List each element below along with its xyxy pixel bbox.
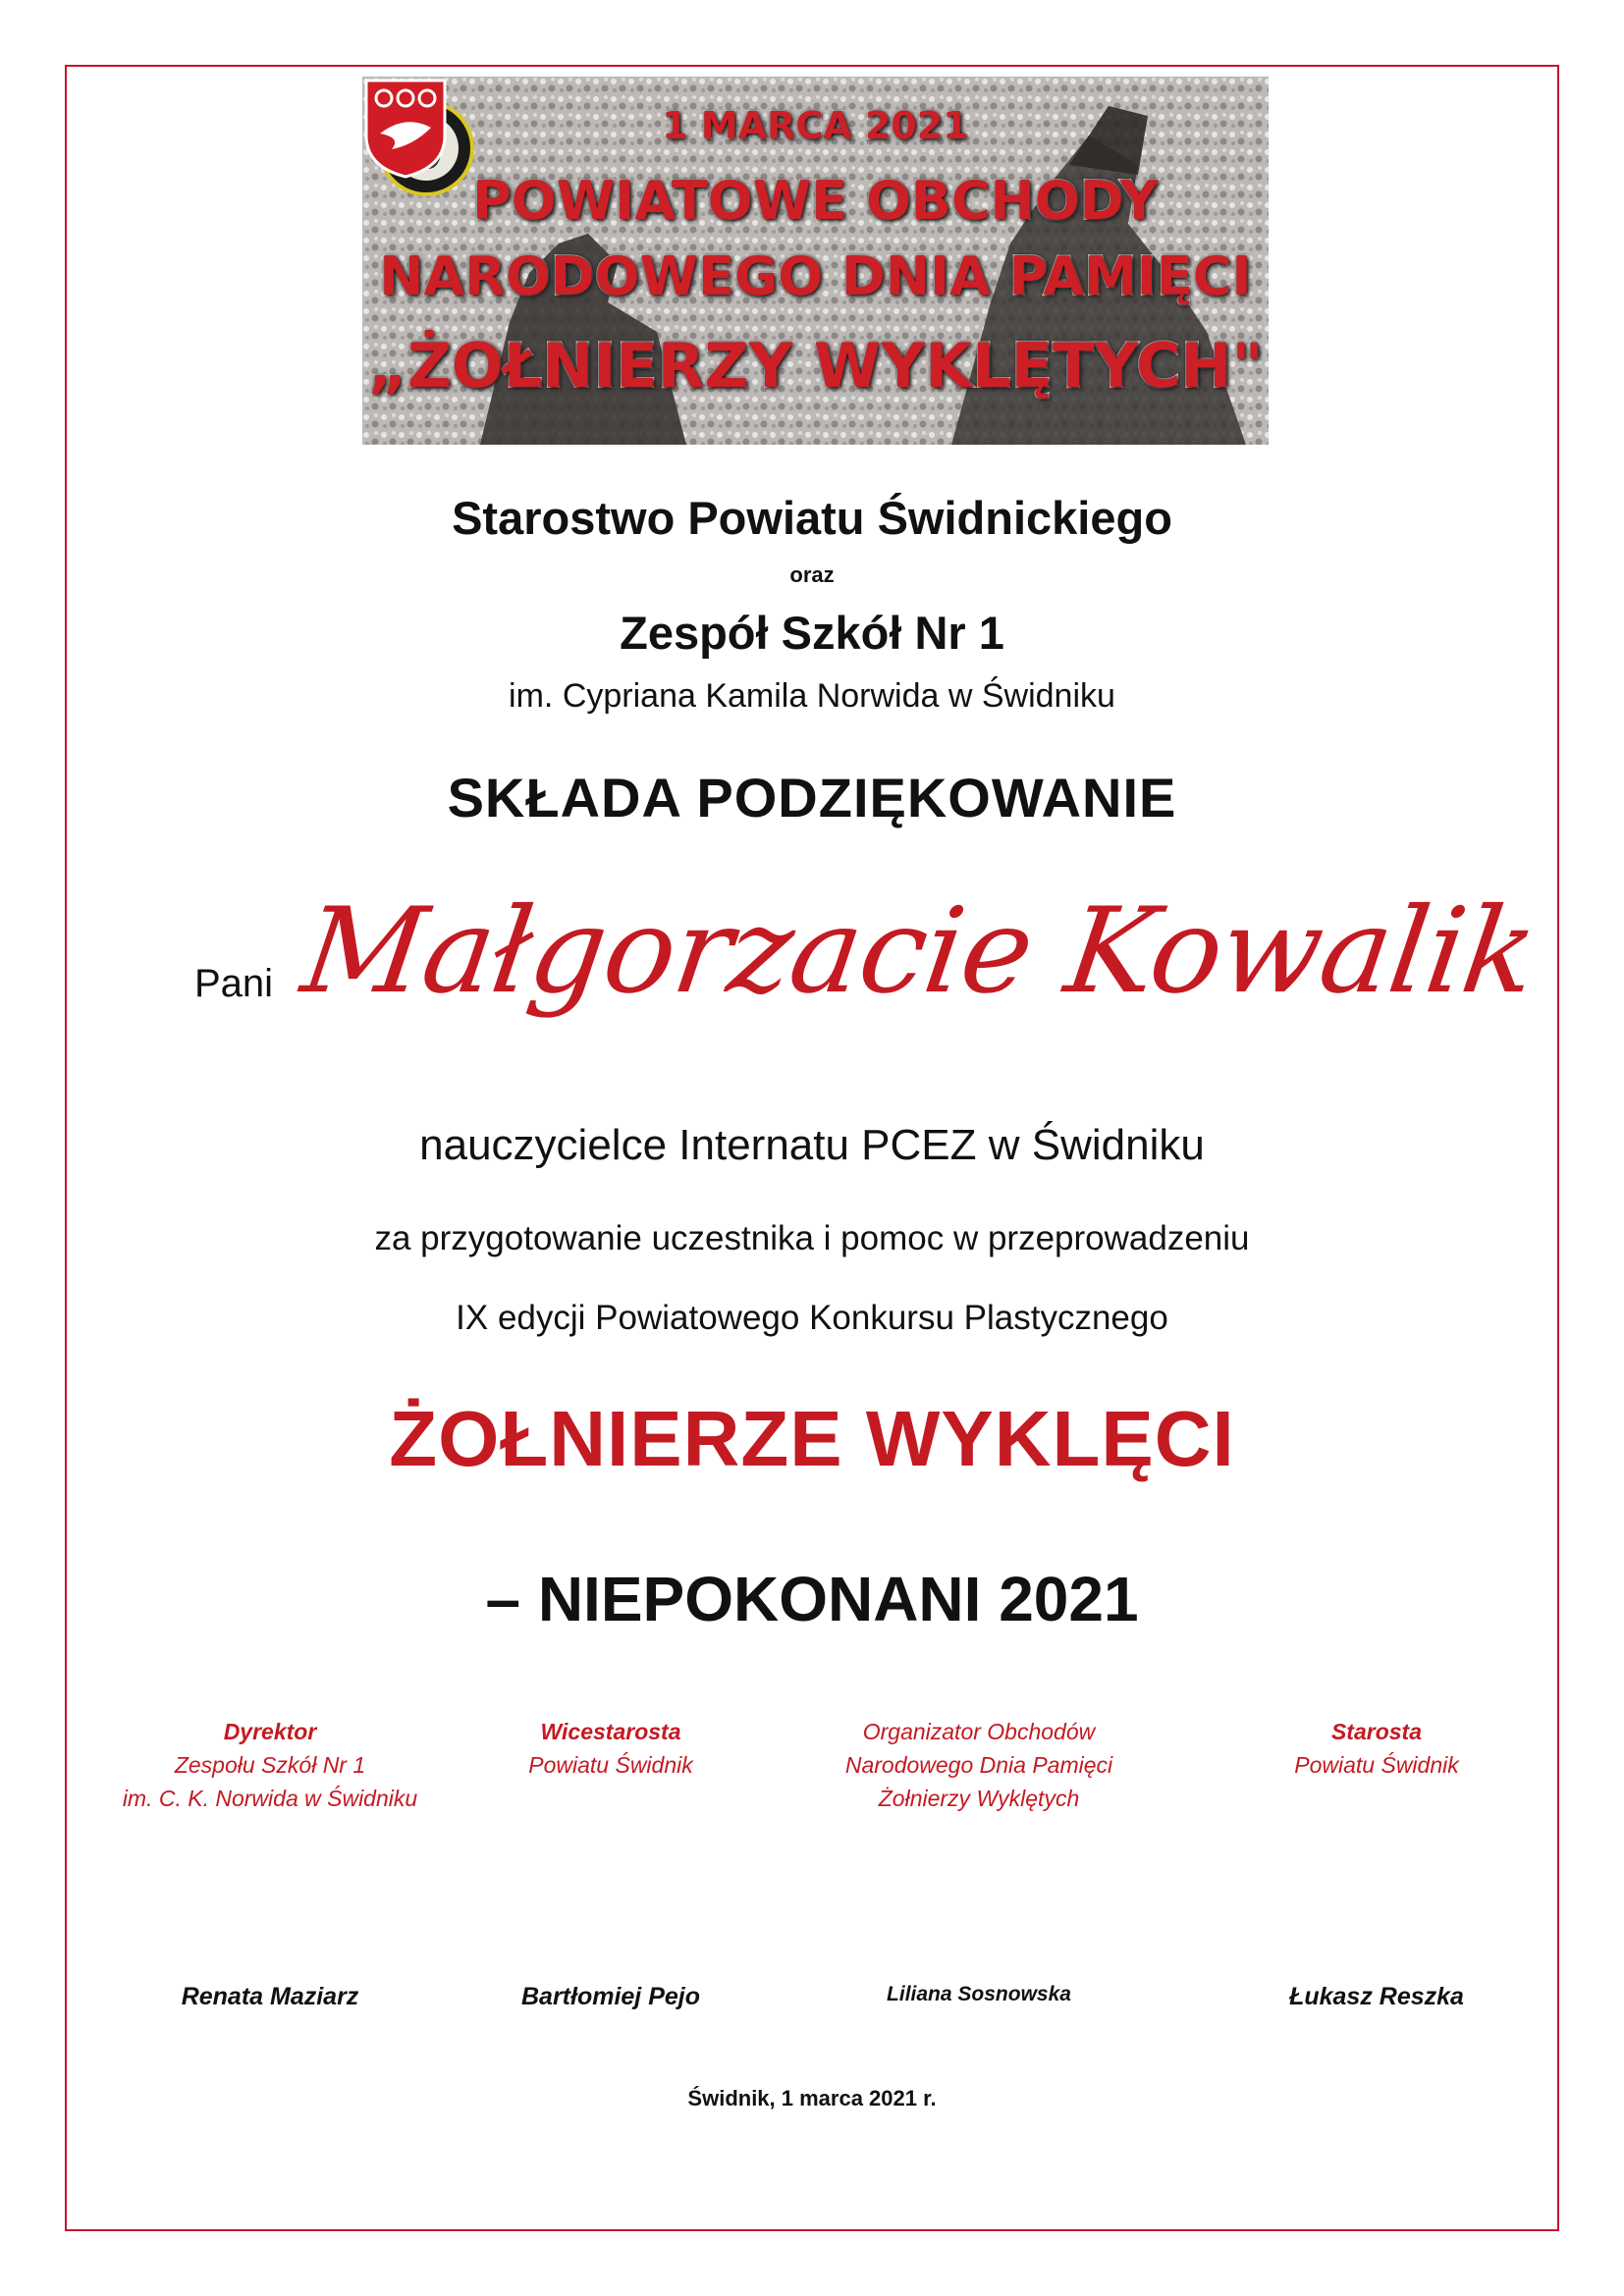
signatory-block-1 (93, 1715, 447, 1815)
place-and-date: Świdnik, 1 marca 2021 r. (687, 2086, 937, 2110)
signatory-org: Żołnierzy Wyklętych (878, 1786, 1080, 1811)
signatory-role: Dyrektor (223, 1719, 317, 1744)
recipient-role: nauczycielce Internatu PCEZ w Świdniku (419, 1121, 1205, 1169)
banner-line-4: „ŻOŁNIERZY WYKLĘTYCH" (367, 330, 1264, 401)
contest-title: ŻOŁNIERZE WYKLĘCI (389, 1395, 1235, 1482)
signatory-role: Starosta (1330, 1719, 1423, 1744)
signatory-block-3 (802, 1715, 1156, 1815)
signatory-block-4 (1200, 1715, 1553, 1782)
signatory-org: Narodowego Dnia Pamięci (844, 1752, 1113, 1778)
event-banner (362, 77, 1269, 445)
banner-line-3: NARODOWEGO DNIA PAMIĘCI (379, 245, 1252, 307)
signatory-name-3: Liliana Sosnowska (887, 1983, 1071, 2005)
banner-line-2: POWIATOWE OBCHODY (472, 170, 1159, 232)
signatory-org: Powiatu Świdnik (528, 1752, 693, 1778)
signatory-org: Powiatu Świdnik (1294, 1752, 1459, 1778)
signatory-name-4: Łukasz Reszka (1289, 1983, 1464, 2010)
salutation: Pani (194, 962, 274, 1005)
recipient-name: Małgorzacie Kowalik (295, 883, 1544, 1020)
signatory-name-1: Renata Maziarz (181, 1983, 359, 2010)
statement-heading: SKŁADA PODZIĘKOWANIE (447, 767, 1177, 828)
signatory-role: Organizator Obchodów (862, 1719, 1096, 1744)
signatory-role: Wicestarosta (540, 1719, 681, 1744)
institution-2-subtitle: im. Cypriana Kamila Norwida w Świdniku (509, 677, 1115, 715)
signatory-name-2: Bartłomiej Pejo (521, 1983, 700, 2010)
conjunction: oraz (789, 562, 835, 587)
institution-2: Zespół Szkół Nr 1 (620, 607, 1004, 659)
reason-text: za przygotowanie uczestnika i pomoc w przeprowadzeniu (374, 1219, 1250, 1257)
signatory-org: im. C. K. Norwida w Świdniku (122, 1786, 418, 1811)
contest-text: IX edycji Powiatowego Konkursu Plastycznego (456, 1299, 1168, 1337)
institution-1: Starostwo Powiatu Świdnickiego (452, 492, 1172, 544)
signatory-block-2 (434, 1715, 787, 1782)
banner-date: 1 MARCA 2021 (662, 104, 969, 147)
signatory-org: Zespołu Szkół Nr 1 (174, 1752, 366, 1778)
contest-subtitle: – NIEPOKONANI 2021 (485, 1564, 1139, 1634)
